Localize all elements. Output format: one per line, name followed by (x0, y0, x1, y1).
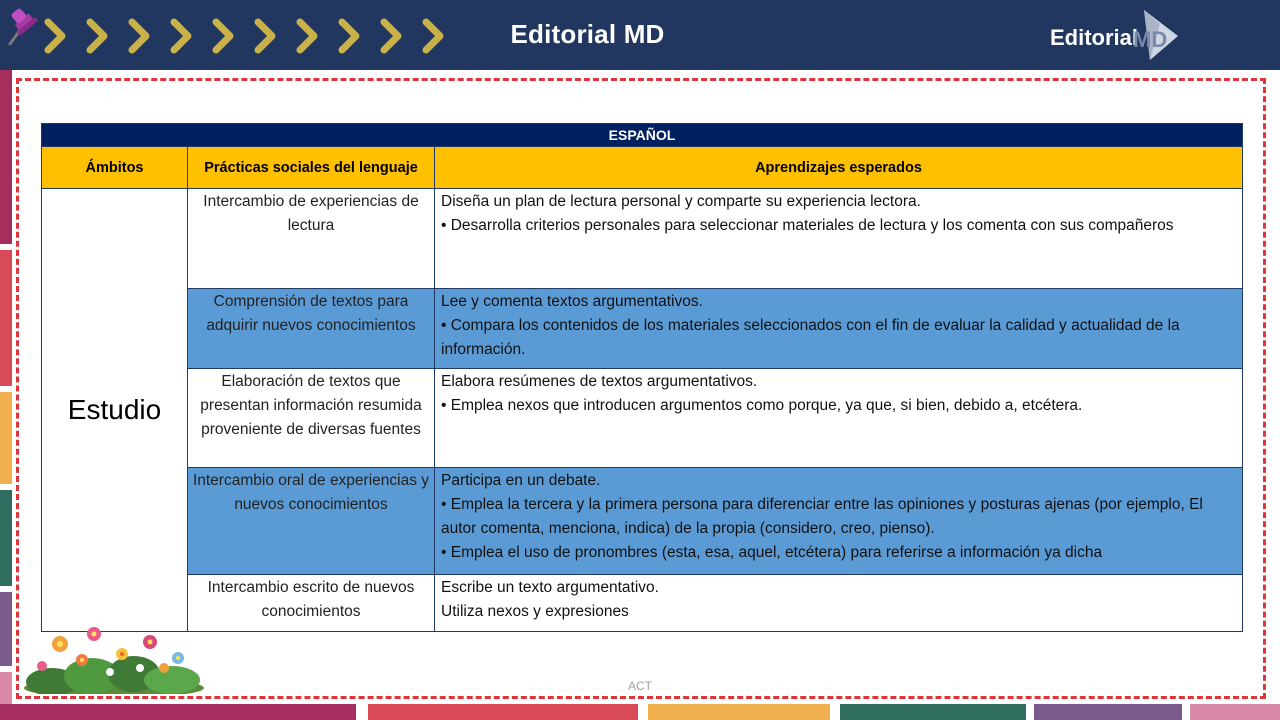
aprendizaje-line: Diseña un plan de lectura personal y comparte su experiencia lectora. (441, 193, 921, 210)
bottom-bar (648, 704, 830, 720)
table-row (42, 468, 1243, 575)
table-title-row (42, 124, 1243, 147)
table-row (42, 575, 1243, 632)
aprendizaje-line: Utiliza nexos y expresiones (441, 603, 629, 620)
aprendizaje-line: • Desarrolla criterios personales para seleccionar materiales de lectura y los comenta con sus compañeros (441, 217, 1174, 234)
left-bar (0, 250, 12, 386)
bottom-bar (1190, 704, 1280, 720)
left-bar (0, 70, 12, 244)
subject-title: ESPAÑOL (42, 124, 1243, 147)
table-row (42, 189, 1243, 289)
left-bar (0, 592, 12, 666)
table-header-row (42, 147, 1243, 189)
aprendizaje-cell (435, 289, 1243, 369)
practica-cell: Intercambio escrito de nuevos conocimientos (188, 575, 435, 632)
aprendizaje-line: Elabora resúmenes de textos argumentativos. (441, 373, 758, 390)
left-bar (0, 490, 12, 586)
editorial-md-logo (1046, 6, 1186, 64)
aprendizaje-cell (435, 369, 1243, 468)
table-row (42, 289, 1243, 369)
ambito-cell: Estudio (42, 189, 188, 632)
header-title: Editorial MD (510, 19, 665, 49)
aprendizaje-line: • Emplea la tercera y la primera persona para diferenciar entre las opiniones y posturas ajenas (por ejemplo, El autor comenta, menciona, indica) de la propia (considero, creo, pienso). (441, 496, 1203, 537)
logo-text: Editorial (1050, 25, 1139, 50)
column-header: Aprendizajes esperados (435, 147, 1243, 189)
aprendizaje-cell (435, 189, 1243, 289)
bottom-bar (840, 704, 1026, 720)
bottom-bar (368, 704, 638, 720)
practica-cell: Comprensión de textos para adquirir nuevos conocimientos (188, 289, 435, 369)
curriculum-table (41, 123, 1243, 632)
aprendizaje-line: • Emplea nexos que introducen argumentos como porque, ya que, si bien, debido a, etcétera. (441, 397, 1083, 414)
aprendizaje-line: Participa en un debate. (441, 472, 601, 489)
flowers-decoration (22, 624, 204, 694)
left-bar (0, 392, 12, 484)
aprendizaje-cell (435, 468, 1243, 575)
column-header: Ámbitos (42, 147, 188, 189)
practica-cell: Intercambio oral de experiencias y nuevos conocimientos (188, 468, 435, 575)
aprendizaje-line: Escribe un texto argumentativo. (441, 579, 659, 596)
aprendizaje-line: • Emplea el uso de pronombres (esta, esa, aquel, etcétera) para referirse a información ya dicha (441, 544, 1103, 561)
practica-cell: Intercambio de experiencias de lectura (188, 189, 435, 289)
practica-cell: Elaboración de textos que presentan información resumida proveniente de diversas fuentes (188, 369, 435, 468)
bottom-bar (1034, 704, 1182, 720)
column-header: Prácticas sociales del lenguaje (188, 147, 435, 189)
aprendizaje-line: • Compara los contenidos de los materiales seleccionados con el fin de evaluar la calidad y actualidad de la información. (441, 317, 1180, 358)
aprendizaje-cell (435, 575, 1243, 632)
left-color-bars (0, 70, 12, 720)
header-bar (0, 0, 1280, 70)
bottom-color-bars (0, 704, 1280, 720)
footer-label: ACT (628, 679, 652, 693)
logo-md-text: MD (1133, 27, 1168, 52)
table-row (42, 369, 1243, 468)
bottom-bar (0, 704, 356, 720)
aprendizaje-line: Lee y comenta textos argumentativos. (441, 293, 703, 310)
logo-md-mark (1130, 6, 1186, 64)
